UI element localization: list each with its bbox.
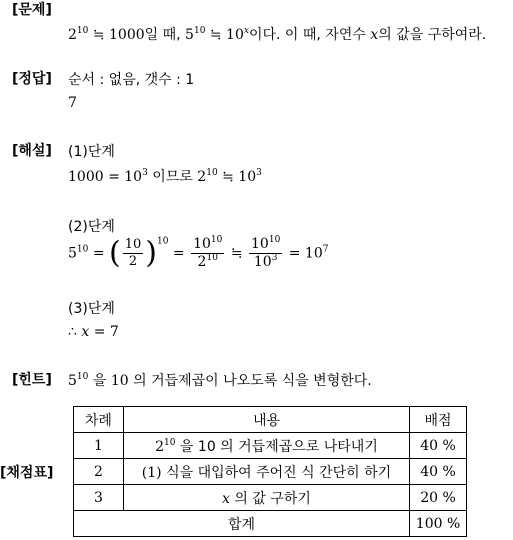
rubric-header-row: [74, 407, 467, 433]
rubric-row2-content: [123, 459, 409, 485]
rubric-row1-content: [123, 433, 409, 459]
hint-base-5: 5: [68, 373, 77, 389]
step3-var-x: x: [81, 324, 90, 340]
explanation-label: [해설]: [12, 143, 52, 159]
step2-lhs-exp: 10: [76, 244, 89, 255]
problem-statement: [68, 24, 486, 44]
hint-label: [힌트]: [12, 372, 52, 388]
fraction3-denominator-exp: 3: [271, 253, 278, 263]
fraction1-denominator: 2: [123, 253, 144, 270]
step1-exp-a: 3: [142, 168, 148, 178]
step2-fraction-3: [249, 236, 282, 271]
fraction3-numerator: 10: [251, 236, 269, 252]
problem-end-text: 의 값을 구하여라.: [378, 27, 487, 43]
step2-lhs: 5: [68, 245, 77, 262]
rubric-total-row: [74, 511, 467, 537]
row1-exp: 10: [164, 437, 176, 448]
step1-part-a: 1000 = 10: [68, 169, 143, 185]
step1-exp-c: 10: [206, 168, 218, 178]
problem-exp-10a: 10: [76, 26, 89, 36]
problem-var-x: x: [370, 27, 379, 43]
fraction3-numerator-exp: 10: [268, 235, 281, 245]
problem-approx-10: ≒ 10: [205, 27, 244, 43]
rubric-row3-content: [123, 485, 409, 511]
step2-eq3: = 10: [284, 245, 323, 262]
fraction2-denominator: 2: [197, 254, 207, 270]
step2-fraction-1: [123, 237, 144, 270]
step2-equation: [68, 236, 328, 271]
step2-outer-exp: 10: [157, 236, 169, 247]
hint-exp-10: 10: [76, 372, 89, 382]
hint-particle: 을: [88, 373, 111, 389]
step3-title: (3)단계: [68, 301, 115, 317]
fraction1-numerator: 10: [124, 237, 142, 252]
rubric-header-content: 내용: [123, 407, 409, 433]
table-row: [74, 485, 467, 511]
rubric-row2-order: 2: [74, 459, 124, 485]
step1-therefore-text: 이므로: [147, 169, 198, 185]
row3-text: 의 값 구하기: [229, 490, 311, 507]
step2-fraction-2: [191, 236, 224, 271]
problem-exp-10b: 10: [193, 26, 206, 36]
step2-eq1: =: [88, 245, 110, 262]
rubric-table: [73, 406, 467, 537]
problem-base-5: 5: [185, 27, 194, 43]
rubric-header-order: 차례: [74, 407, 124, 433]
step1-part-d: ≒ 10: [217, 169, 257, 185]
row2-prefix: (1): [141, 464, 162, 481]
step1-part-c: 2: [197, 169, 207, 185]
step2-eq2: =: [168, 245, 190, 262]
answer-value: 7: [68, 95, 77, 111]
row1-text: 을 10 의 거듭제곱으로 나타내기: [175, 438, 378, 455]
hint-text: [68, 370, 372, 390]
step2-title: (2)단계: [68, 219, 115, 235]
right-paren: ): [145, 235, 157, 271]
table-row: [74, 433, 467, 459]
problem-base-2: 2: [68, 27, 77, 43]
step2-approx: ≒: [226, 245, 248, 262]
row1-base: 2: [155, 438, 165, 455]
step2-result-exp: 7: [322, 244, 329, 255]
answer-label: [정답]: [12, 71, 52, 87]
step3-result: = 7: [89, 324, 119, 340]
fraction2-denominator-exp: 10: [206, 253, 218, 263]
hint-ten: 10: [110, 373, 129, 389]
step1-title: (1)단계: [68, 144, 115, 160]
rubric-row1-score: 40 %: [410, 433, 467, 459]
problem-approx-1000: ≒ 1000: [88, 27, 145, 43]
therefore-symbol: ∴: [68, 324, 82, 340]
problem-middle-text: 이다. 이 때, 자연수: [248, 27, 371, 43]
rubric-row1-order: 1: [74, 433, 124, 459]
rubric-row2-score: 40 %: [410, 459, 467, 485]
rubric-total-label: 합계: [74, 511, 410, 537]
fraction2-numerator: 10: [193, 236, 211, 252]
rubric-header-score: 배점: [410, 407, 467, 433]
row3-var-x: x: [222, 490, 230, 507]
hint-rest: 의 거듭제곱이 나오도록 식을 변형한다.: [128, 373, 372, 389]
rubric-row3-score: 20 %: [410, 485, 467, 511]
fraction3-denominator: 10: [253, 254, 272, 270]
step1-equation: [68, 166, 262, 186]
step1-exp-d: 3: [256, 168, 262, 178]
problem-exp-x: x: [243, 26, 249, 36]
table-row: [74, 459, 467, 485]
rubric-total-score: 100 %: [410, 511, 467, 537]
rubric-row3-order: 3: [74, 485, 124, 511]
left-paren: (: [109, 235, 121, 271]
row2-text: 식을 대입하여 주어진 식 간단히 하기: [161, 464, 392, 481]
fraction2-numerator-exp: 10: [210, 235, 223, 245]
step3-equation: [68, 324, 119, 340]
problem-label: [문제]: [12, 2, 52, 18]
problem-when-text: 일 때,: [144, 27, 186, 43]
answer-meta: 순서 : 없음, 갯수 : 1: [68, 72, 195, 88]
rubric-label: [채점표]: [0, 465, 54, 481]
